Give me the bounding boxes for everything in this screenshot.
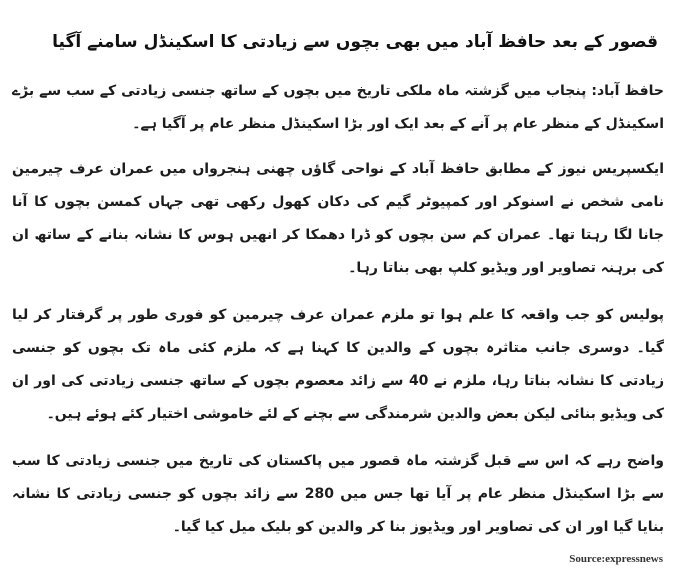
source-credit: Source:expressnews (569, 553, 663, 565)
article-paragraph-4: واضح رہے کہ اس سے قبل گزشتہ ماہ قصور میں پاکستان کی تاریخ میں جنسی زیادتی کا سب سے بڑا اسکینڈل منظر عام پر آیا تھا جس میں 280 سے زائد بچوں کو جنسی زیادتی کا نشانہ بنایا گیا اور ان کی تصاویر اور ویڈیوز بنا کر والدین کو بلیک میل کیا گیا۔ (12, 453, 664, 535)
article-paragraph-2: ایکسپریس نیوز کے مطابق حافظ آباد کے نواحی گاؤں چھنی ہنجرواں میں عمران عرف چیرمین نامی شخص نے اسنوکر اور کمپیوٹر گیم کی دکان کھول رکھی تھی جہاں کمسن بچوں کا آنا جانا لگا رہتا تھا۔ عمران کم سن بچوں کو ڈرا دھمکا کر انھیں ہوس کا نشانہ بنانے کے ساتھ ان کی برہنہ تصاویر اور ویڈیو کلپ بھی بناتا رہا۔ (12, 161, 664, 276)
news-article (12, 0, 664, 544)
article-paragraph-3: پولیس کو جب واقعہ کا علم ہوا تو ملزم عمران عرف چیرمین کو فوری طور پر گرفتار کر لیا گیا۔ دوسری جانب متاثرہ بچوں کے والدین کا کہنا ہے کہ ملزم کئی ماہ تک بچوں کو جنسی زیادتی کا نشانہ بناتا رہا، ملزم نے 40 سے زائد معصوم بچوں کے ساتھ جنسی زیادتی کی اور ان کی ویڈیو بنائی لیکن بعض والدین شرمندگی سے بچنے کے لئے خاموشی اختیار کئے ہوئے ہیں۔ (12, 307, 665, 422)
article-paragraph-1: حافظ آباد: پنجاب میں گزشتہ ماہ ملکی تاریخ میں بچوں کے ساتھ جنسی زیادتی کے سب سے بڑے اسکینڈل کے منظر عام پر آنے کے بعد ایک اور بڑا اسکینڈل منظر عام پر آگیا ہے۔ (12, 83, 664, 132)
article-headline: قصور کے بعد حافظ آباد میں بھی بچوں سے زیادتی کا اسکینڈل سامنے آگیا (52, 32, 658, 52)
